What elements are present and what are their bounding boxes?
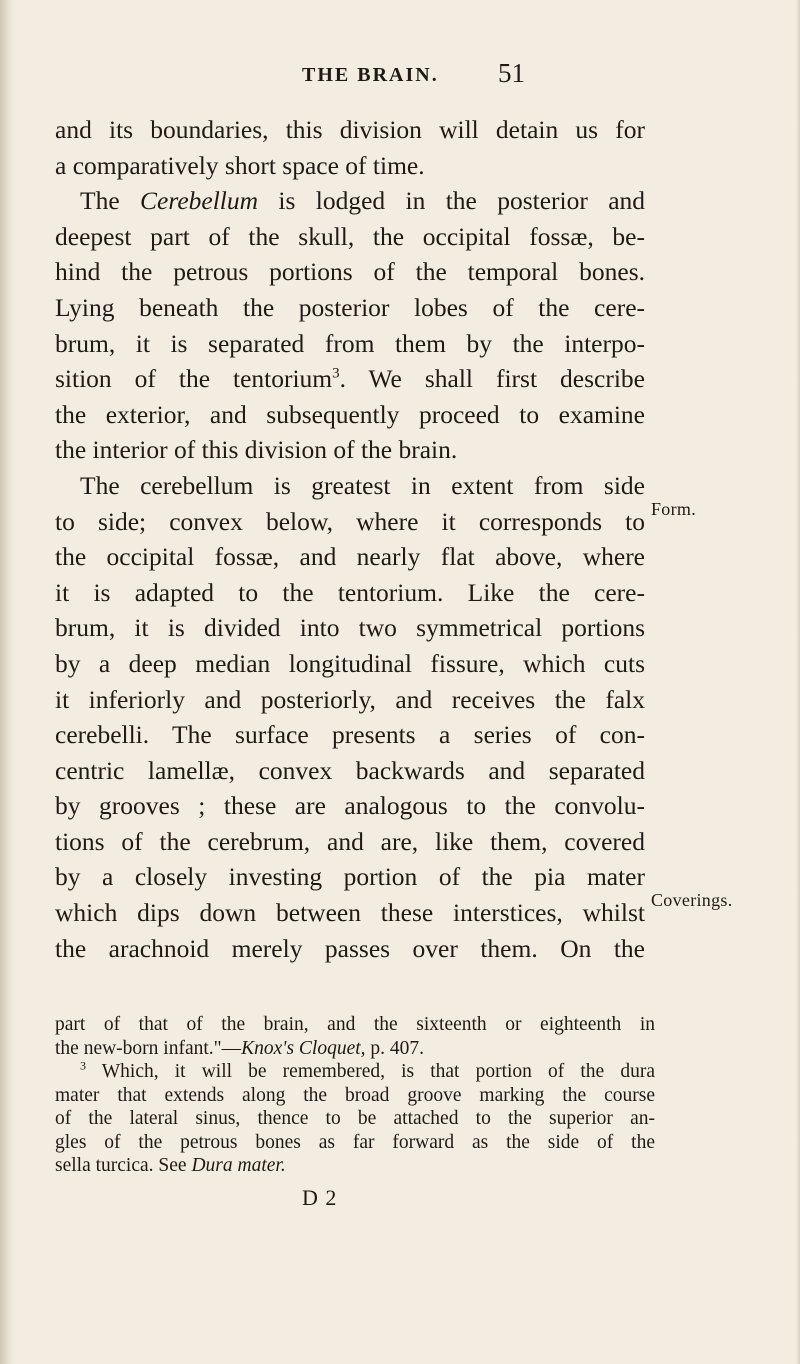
body-line: brum, it is separated from them by the interpo- xyxy=(55,328,645,358)
citation-title: Knox's Cloquet, xyxy=(241,1037,366,1059)
footnote-text-span: the new-born infant."— xyxy=(55,1037,242,1059)
footnote-line xyxy=(55,1037,655,1061)
running-head: THE BRAIN. xyxy=(302,64,439,86)
page-header xyxy=(0,60,800,90)
footnote-marker: 3 xyxy=(80,1058,86,1073)
body-line: sition of the tentorium$^3$. We shall first describe xyxy=(55,364,645,394)
body-line: by a closely investing portion of the pia mater xyxy=(55,862,645,892)
footnote-line: mater that extends along the broad groove marking the course xyxy=(55,1084,655,1106)
body-line xyxy=(55,183,645,219)
margin-note-form: Form. xyxy=(651,499,697,519)
body-line: Lying beneath the posterior lobes of the cere- xyxy=(55,292,645,322)
page-number: 51 xyxy=(498,58,525,88)
body-line: centric lamellæ, convex backwards and separated xyxy=(55,755,645,785)
footnote-line xyxy=(55,1060,655,1084)
dura-mater-reference: Dura mater. xyxy=(191,1155,286,1176)
body-text-span: The xyxy=(80,186,120,216)
body-text-span: sition of the tentorium xyxy=(55,364,333,394)
footnote-line xyxy=(55,1154,655,1178)
body-line: to side; convex below, where it corresponds to xyxy=(55,506,645,536)
footnote-line: part of that of the brain, and the sixteenth or eighteenth in xyxy=(55,1014,655,1035)
body-text xyxy=(55,112,645,966)
body-text-span: We shall first describe xyxy=(368,364,645,394)
signature-mark: D 2 xyxy=(302,1185,338,1210)
body-line: cerebelli. The surface presents a series of con- xyxy=(55,720,645,750)
body-line: and its boundaries, this division will detain us for xyxy=(55,115,645,144)
body-line: the occipital fossæ, and nearly flat above, where xyxy=(55,542,645,572)
body-line: The cerebellum is greatest in extent from side xyxy=(80,470,645,500)
body-text-span: is lodged in the posterior and xyxy=(278,186,646,216)
body-line: it is adapted to the tentorium. Like the cere- xyxy=(55,577,645,607)
footnote-line: of the lateral sinus, thence to be attached to the superior an- xyxy=(55,1108,655,1129)
body-line: the arachnoid merely passes over them. On the xyxy=(55,933,645,963)
body-line: by a deep median longitudinal fissure, which cuts xyxy=(55,648,645,678)
body-line: brum, it is divided into two symmetrical portions xyxy=(55,613,645,643)
body-line: by grooves ; these are analogous to the convolu- xyxy=(55,791,645,821)
body-line: a comparatively short space of time. xyxy=(55,150,425,180)
footnotes xyxy=(55,1013,655,1178)
margin-note-coverings: Coverings. xyxy=(651,890,733,910)
footnote-text-span: Which, it will be remembered, is that portion of the dura xyxy=(101,1061,655,1082)
body-line: tions of the cerebrum, and are, like them, covered xyxy=(55,826,645,856)
body-line: which dips down between these interstices, whilst xyxy=(55,898,645,928)
body-line: it inferiorly and posteriorly, and receives the falx xyxy=(55,684,645,714)
footnote-ref: 3 xyxy=(332,365,340,382)
page-edge xyxy=(796,0,800,1364)
body-line: hind the petrous portions of the temporal bones. xyxy=(55,257,645,287)
footnote-text-span: sella turcica. See xyxy=(55,1155,187,1176)
footnote-line: gles of the petrous bones as far forward as the side of the xyxy=(55,1131,655,1153)
cerebellum-term: Cerebellum xyxy=(140,186,259,216)
body-line: the exterior, and subsequently proceed to examine xyxy=(55,399,645,429)
body-line: deepest part of the skull, the occipital fossæ, be- xyxy=(55,221,645,251)
body-line: the interior of this division of the brain. xyxy=(55,435,458,465)
footnote-text-span: p. 407. xyxy=(365,1037,425,1059)
page-gutter xyxy=(0,0,14,1364)
